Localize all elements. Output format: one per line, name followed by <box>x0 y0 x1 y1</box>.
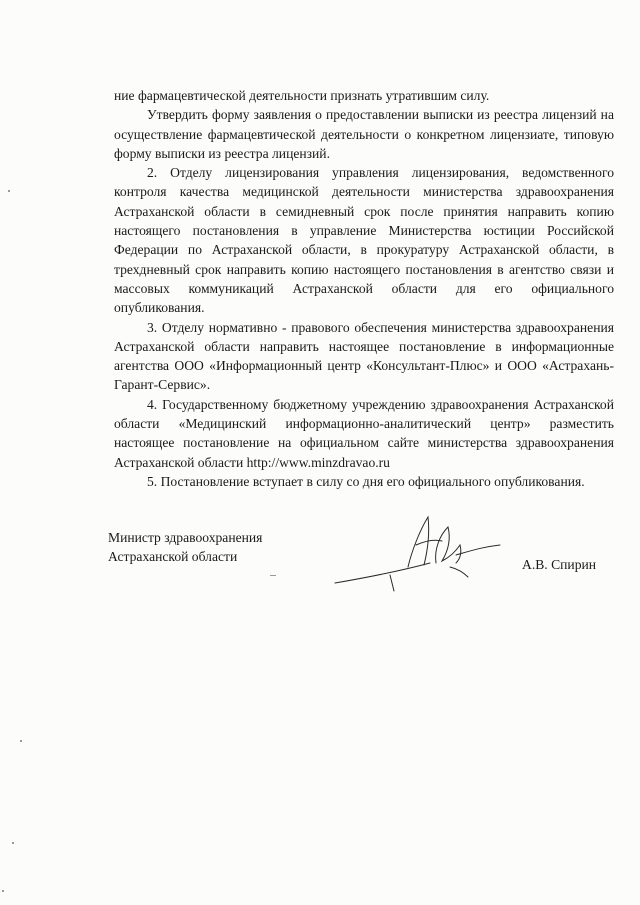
signatory-name: А.В. Спирин <box>522 557 597 572</box>
scan-speck <box>270 575 276 576</box>
document-body <box>114 86 614 491</box>
scan-speck <box>20 740 22 742</box>
paragraph-3: 2. Отделу лицензирования управления лицензирования, ведомственного контроля качества медицинской деятельности министерства здравоохранения Астраханской области в семидневный срок после принятия направить копию настоящего постановления в управление Министерства юстиции Российской Федерации по Астраханской области, в прокуратуру Астраханской области, в трехдневный срок направить копию настоящего постановления в агентство связи и массовых коммуникаций Астраханской области для его официального опубликования. <box>114 165 614 316</box>
paragraph-1: ние фармацевтической деятельности признать утратившим силу. <box>114 88 490 103</box>
signatory-title <box>108 528 262 566</box>
signatory-title-line-1: Министр здравоохранения <box>108 530 263 545</box>
signatory-title-line-2: Астраханской области <box>108 549 238 564</box>
paragraph-5: 4. Государственному бюджетному учреждению здравоохранения Астраханской области «Медицинский информационно-аналитический центр» разместить настоящее постановление на официальном сайте министерства здравоохранения Астраханской области http://www.minzdravao.ru <box>114 396 614 470</box>
scan-speck <box>2 890 4 892</box>
paragraph-2: Утвердить форму заявления о предоставлении выписки из реестра лицензий на осуществление фармацевтической деятельности о конкретном лицензиате, типовую форму выписки из реестра лицензий. <box>114 107 614 161</box>
paragraph-4: 3. Отделу нормативно - правового обеспечения министерства здравоохранения Астраханской области направить настоящее постановление в информационные агентства ООО «Информационный центр «Консультант-Плюс» и ООО «Астрахань-Гарант-Сервис». <box>114 319 614 393</box>
handwritten-signature-icon <box>330 505 520 595</box>
scan-speck <box>12 842 14 844</box>
paragraph-6: 5. Постановление вступает в силу со дня его официального опубликования. <box>147 473 585 489</box>
scan-speck <box>8 190 10 192</box>
